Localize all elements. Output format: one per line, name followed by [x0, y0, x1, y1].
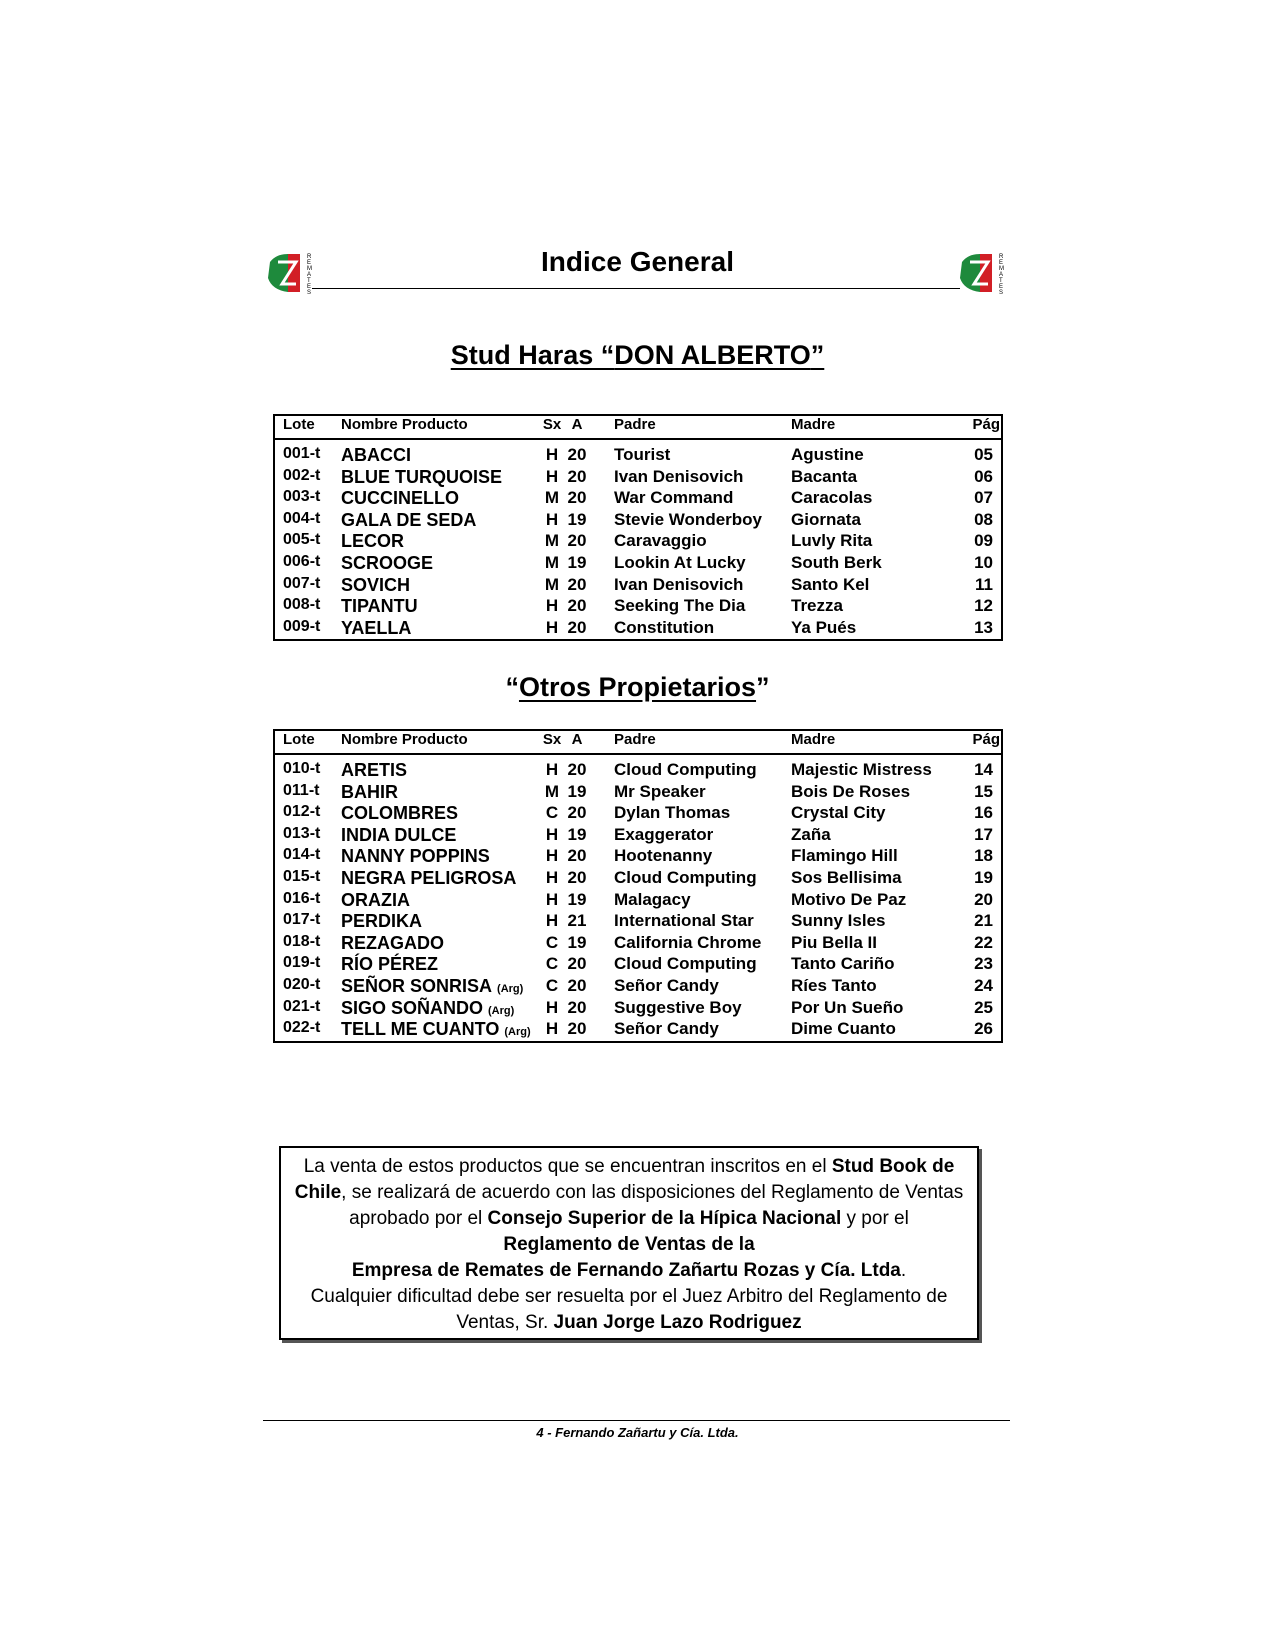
cell-nombre [341, 488, 459, 509]
cell-madre: Piu Bella II [791, 932, 877, 952]
cell-a: 20 [567, 975, 587, 995]
svg-text:T: T [999, 278, 1003, 284]
cell-madre: Motivo De Paz [791, 889, 907, 909]
cell-padre: Ivan Denisovich [614, 466, 744, 486]
cell-madre: Caracolas [791, 488, 873, 508]
notice-bold: Reglamento de Ventas de la [503, 1234, 755, 1255]
cell-pag: 15 [974, 781, 993, 801]
cell-pag: 12 [974, 596, 993, 616]
svg-text:S: S [999, 290, 1004, 296]
cell-lote: 022-t [283, 1019, 321, 1037]
cell-nombre-text: COLOMBRES [341, 803, 458, 824]
cell-sx: M [544, 781, 560, 801]
cell-sx: H [545, 997, 559, 1017]
cell-nombre [341, 510, 476, 531]
cell-pag: 11 [975, 574, 993, 594]
cell-nombre [341, 846, 490, 867]
cell-nombre-text: RÍO PÉREZ [341, 954, 439, 975]
cell-sx: H [545, 1019, 559, 1039]
col-lote: Lote [283, 731, 315, 748]
notice-bold: Empresa de Remates de Fernando Zañartu Rozas y Cía. Ltda [351, 1260, 901, 1281]
cell-pag: 09 [974, 531, 993, 551]
cell-padre: Malagacy [614, 889, 691, 909]
table-row [275, 933, 1001, 955]
cell-padre: Ivan Denisovich [614, 574, 744, 594]
cell-lote: 004-t [283, 509, 321, 527]
cell-lote: 013-t [283, 824, 321, 842]
cell-nombre [341, 976, 523, 997]
cell-pag: 24 [974, 975, 993, 995]
table-row [275, 868, 1001, 890]
cell-nombre-text: PERDIKA [341, 911, 423, 932]
cell-madre: Luvly Rita [791, 531, 873, 551]
cell-nombre [341, 575, 410, 596]
cell-sx: H [545, 466, 559, 486]
col-sx: Sx [542, 731, 562, 748]
cell-padre: Suggestive Boy [614, 997, 742, 1017]
cell-lote: 012-t [283, 803, 321, 821]
cell-madre: Santo Kel [791, 574, 870, 594]
cell-nombre [341, 998, 514, 1019]
svg-text:A: A [307, 272, 312, 278]
table-row [275, 890, 1001, 912]
cell-nombre-text: YAELLA [341, 617, 412, 638]
cell-nombre-text: SCROOGE [341, 552, 434, 573]
cell-a: 20 [567, 954, 587, 974]
table-row [275, 510, 1001, 532]
cell-nombre [341, 954, 438, 975]
cell-madre: Flamingo Hill [791, 846, 898, 866]
table-row [275, 998, 1001, 1020]
col-nombre: Nombre Producto [341, 416, 468, 433]
table-otros-propietarios [273, 729, 1003, 1043]
page-title: Indice General [541, 246, 734, 277]
svg-text:E: E [307, 260, 312, 266]
cell-pag: 10 [974, 552, 993, 572]
page-footer: 4 - Fernando Zañartu y Cía. Ltda. [536, 1425, 739, 1440]
cell-sx: H [545, 846, 559, 866]
cell-nombre [341, 553, 433, 574]
section-title-don-alberto: Stud Haras “DON ALBERTO” [450, 340, 825, 370]
cell-a: 20 [567, 574, 587, 594]
col-padre: Padre [614, 416, 656, 433]
cell-pag: 23 [974, 954, 993, 974]
svg-text:R: R [999, 254, 1004, 260]
table-row [275, 760, 1001, 782]
cell-lote: 006-t [283, 552, 321, 570]
svg-text:M: M [999, 266, 1004, 272]
cell-a: 20 [567, 488, 587, 508]
cell-nombre [341, 618, 411, 639]
sale-notice-box [279, 1146, 979, 1340]
cell-padre: Seeking The Dia [614, 596, 746, 616]
cell-sx: M [544, 574, 560, 594]
cell-madre: Trezza [791, 596, 843, 616]
origin-tag: (Arg) [488, 1004, 515, 1017]
cell-nombre-text: BLUE TURQUOISE [341, 466, 503, 487]
cell-a: 20 [567, 997, 587, 1017]
cell-lote: 018-t [283, 932, 321, 950]
cell-a: 20 [567, 1019, 587, 1039]
cell-pag: 05 [974, 445, 993, 464]
cell-padre: Señor Candy [614, 1019, 719, 1039]
cell-lote: 021-t [283, 997, 321, 1015]
cell-madre: Sunny Isles [791, 911, 886, 931]
col-a: A [571, 731, 583, 748]
svg-text:S: S [307, 290, 312, 296]
cell-sx: C [545, 954, 559, 974]
table-row [275, 618, 1001, 640]
cell-lote: 001-t [283, 445, 321, 462]
cell-nombre-text: SEÑOR SONRISA [341, 975, 493, 996]
svg-text:T: T [307, 278, 311, 284]
cell-pag: 08 [974, 509, 993, 529]
cell-nombre-text: SIGO SOÑANDO [341, 997, 484, 1018]
cell-nombre [341, 825, 456, 846]
cell-madre: Bacanta [791, 466, 858, 486]
section-title-otros-propietarios: “Otros Propietarios” [505, 672, 770, 702]
svg-text:E: E [307, 284, 312, 290]
table-row [275, 976, 1001, 998]
table-row [275, 445, 1001, 467]
cell-madre: Zaña [791, 824, 831, 844]
col-madre: Madre [791, 416, 836, 433]
cell-a: 20 [567, 617, 587, 637]
col-pag: Pág [972, 416, 1000, 433]
cell-lote: 020-t [283, 975, 321, 993]
cell-nombre-text: CUCCINELLO [341, 488, 459, 509]
svg-text:E: E [999, 284, 1004, 290]
cell-sx: H [545, 445, 559, 464]
cell-nombre-text: LECOR [341, 531, 404, 552]
cell-nombre-text: INDIA DULCE [341, 824, 457, 845]
table-row [275, 596, 1001, 618]
cell-nombre-text: TIPANTU [341, 596, 418, 617]
cell-nombre [341, 760, 407, 781]
cell-sx: H [545, 596, 559, 616]
cell-madre: Por Un Sueño [791, 997, 904, 1017]
cell-a: 19 [567, 889, 587, 909]
notice-text: Cualquier dificultad debe ser resuelta por el Juez Arbitro del Reglamento de Ventas, Sr. [310, 1286, 948, 1333]
cell-a: 20 [567, 867, 587, 887]
cell-padre: Cloud Computing [614, 760, 757, 779]
cell-nombre-text: ARETIS [341, 760, 408, 780]
cell-madre: Crystal City [791, 803, 886, 823]
cell-lote: 008-t [283, 596, 321, 614]
cell-padre: Señor Candy [614, 975, 719, 995]
cell-pag: 07 [974, 488, 993, 508]
cell-pag: 14 [974, 760, 993, 779]
cell-padre: Mr Speaker [614, 781, 706, 801]
cell-nombre [341, 911, 422, 932]
cell-padre: Caravaggio [614, 531, 707, 551]
cell-padre: Tourist [614, 445, 671, 464]
cell-nombre [341, 531, 404, 552]
cell-lote: 019-t [283, 954, 321, 972]
col-sx: Sx [542, 416, 562, 433]
cell-pag: 21 [974, 911, 993, 931]
cell-nombre [341, 467, 502, 488]
cell-pag: 22 [974, 932, 993, 952]
cell-sx: C [545, 803, 559, 823]
svg-text:M: M [307, 266, 312, 272]
svg-text:R: R [307, 254, 312, 260]
cell-padre: Constitution [614, 617, 715, 637]
table-row [275, 825, 1001, 847]
cell-a: 19 [567, 552, 587, 572]
cell-nombre-text: TELL ME CUANTO [341, 1019, 500, 1040]
col-madre: Madre [791, 731, 836, 748]
notice-bold: Consejo Superior de la Hípica Nacional [487, 1208, 842, 1229]
cell-lote: 007-t [283, 574, 321, 592]
cell-lote: 015-t [283, 867, 321, 885]
cell-nombre [341, 868, 516, 889]
cell-a: 20 [567, 760, 587, 779]
cell-a: 20 [567, 846, 587, 866]
svg-text:A: A [999, 272, 1004, 278]
table-body [275, 440, 1001, 639]
cell-a: 19 [567, 781, 587, 801]
cell-a: 20 [567, 803, 587, 823]
table-row [275, 803, 1001, 825]
cell-padre: International Star [614, 911, 754, 931]
cell-a: 20 [567, 466, 587, 486]
cell-a: 19 [567, 932, 587, 952]
table-row [275, 911, 1001, 933]
cell-nombre-text: NEGRA PELIGROSA [341, 867, 517, 888]
cell-nombre-text: GALA DE SEDA [341, 509, 477, 530]
cell-padre: Cloud Computing [614, 954, 757, 974]
table-header [275, 731, 1001, 755]
cell-pag: 25 [974, 997, 993, 1017]
cell-lote: 011-t [283, 781, 320, 799]
notice-text: , se realizará de acuerdo con las disposiciones del Reglamento de Ventas aprobado por el [341, 1182, 964, 1229]
origin-tag: (Arg) [504, 1026, 531, 1039]
cell-lote: 003-t [283, 488, 321, 506]
table-don-alberto [273, 414, 1003, 641]
col-pag: Pág [972, 731, 1000, 748]
table-row [275, 575, 1001, 597]
cell-sx: H [545, 509, 559, 529]
cell-sx: H [545, 889, 559, 909]
cell-padre: War Command [614, 488, 734, 508]
cell-a: 19 [567, 509, 587, 529]
cell-pag: 18 [974, 846, 993, 866]
cell-sx: M [544, 531, 560, 551]
cell-madre: Giornata [791, 509, 861, 529]
cell-sx: H [545, 760, 559, 779]
table-header [275, 416, 1001, 440]
footer-divider [263, 1420, 1010, 1421]
notice-text: La venta de estos productos que se encuentran inscritos en el [303, 1156, 832, 1177]
cell-madre: South Berk [791, 552, 882, 572]
notice-text: . [900, 1260, 907, 1281]
table-row [275, 846, 1001, 868]
table-row [275, 488, 1001, 510]
col-padre: Padre [614, 731, 656, 748]
cell-pag: 19 [974, 867, 993, 887]
cell-sx: H [545, 867, 559, 887]
table-row [275, 1019, 1001, 1041]
cell-a: 21 [567, 911, 587, 931]
table-row [275, 553, 1001, 575]
cell-sx: C [545, 975, 559, 995]
cell-padre: Cloud Computing [614, 867, 757, 887]
cell-pag: 06 [974, 466, 993, 486]
cell-madre: Ríes Tanto [791, 975, 877, 995]
cell-padre: Lookin At Lucky [614, 552, 746, 572]
cell-sx: H [545, 617, 559, 637]
cell-nombre [341, 1019, 531, 1040]
cell-nombre-text: ABACCI [341, 445, 411, 465]
cell-sx: H [545, 824, 559, 844]
cell-padre: Stevie Wonderboy [614, 509, 762, 529]
svg-text:E: E [999, 260, 1004, 266]
cell-a: 20 [567, 531, 587, 551]
cell-lote: 002-t [283, 466, 321, 484]
cell-lote: 010-t [283, 760, 321, 777]
cell-a: 19 [567, 824, 587, 844]
table-row [275, 954, 1001, 976]
origin-tag: (Arg) [497, 982, 524, 995]
cell-lote: 017-t [283, 911, 321, 929]
notice-bold: Juan Jorge Lazo Rodriguez [553, 1312, 802, 1333]
cell-madre: Sos Bellisima [791, 867, 902, 887]
cell-sx: C [545, 932, 559, 952]
cell-lote: 014-t [283, 846, 321, 864]
cell-lote: 016-t [283, 889, 321, 907]
table-row [275, 782, 1001, 804]
notice-bold: Stud Book de Chile [294, 1156, 955, 1203]
cell-pag: 26 [974, 1019, 993, 1039]
cell-lote: 005-t [283, 531, 321, 549]
cell-pag: 17 [974, 824, 993, 844]
cell-nombre-text: BAHIR [341, 781, 398, 802]
col-lote: Lote [283, 416, 315, 433]
cell-madre: Dime Cuanto [791, 1019, 896, 1039]
cell-nombre [341, 596, 418, 617]
cell-nombre [341, 803, 458, 824]
cell-a: 20 [567, 445, 587, 464]
notice-text: y por el [841, 1208, 909, 1229]
cell-madre: Ya Pués [791, 617, 857, 637]
cell-nombre [341, 890, 410, 911]
cell-madre: Tanto Cariño [791, 954, 895, 974]
cell-nombre [341, 445, 411, 466]
table-row [275, 531, 1001, 553]
cell-nombre-text: NANNY POPPINS [341, 846, 490, 867]
cell-sx: M [544, 488, 560, 508]
col-nombre: Nombre Producto [341, 731, 468, 748]
table-row [275, 467, 1001, 489]
cell-nombre-text: ORAZIA [341, 889, 410, 910]
table-body [275, 755, 1001, 1041]
cell-a: 20 [567, 596, 587, 616]
col-a: A [571, 416, 583, 433]
cell-lote: 009-t [283, 617, 321, 635]
cell-pag: 16 [974, 803, 993, 823]
cell-nombre-text: SOVICH [341, 574, 411, 595]
cell-padre: Dylan Thomas [614, 803, 731, 823]
cell-padre: Exaggerator [614, 824, 714, 844]
cell-padre: California Chrome [614, 932, 762, 952]
cell-nombre [341, 782, 398, 803]
cell-pag: 13 [974, 617, 993, 637]
cell-padre: Hootenanny [614, 846, 713, 866]
cell-madre: Agustine [791, 445, 864, 464]
cell-madre: Majestic Mistress [791, 760, 932, 779]
cell-sx: M [544, 552, 560, 572]
cell-nombre-text: REZAGADO [341, 932, 444, 953]
cell-sx: H [545, 911, 559, 931]
cell-madre: Bois De Roses [791, 781, 911, 801]
header-divider [312, 288, 960, 289]
cell-nombre [341, 933, 444, 954]
cell-pag: 20 [974, 889, 993, 909]
